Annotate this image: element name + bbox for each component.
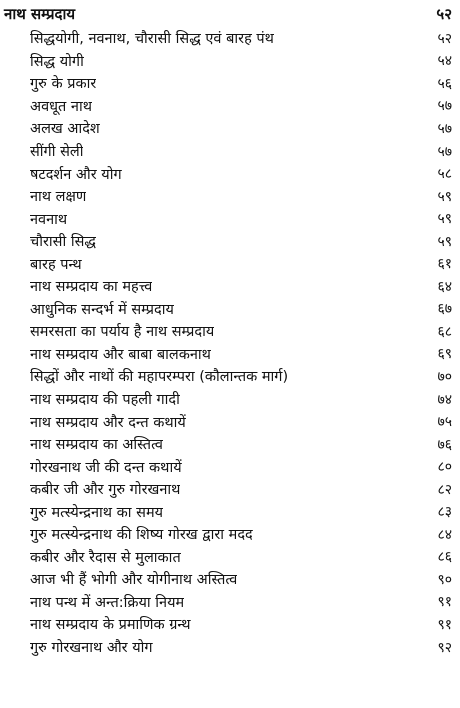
toc-entry-title: आधुनिक सन्दर्भ में सम्प्रदाय xyxy=(30,301,174,318)
toc-entry-page-number: ८२ xyxy=(437,481,452,498)
toc-entry-page-number: ५९ xyxy=(437,188,452,205)
toc-entry-title: अलख आदेश xyxy=(30,121,100,138)
toc-entry xyxy=(0,140,460,163)
toc-entry xyxy=(0,95,460,118)
toc-entry xyxy=(0,230,460,253)
toc-entry-title: सिद्धों और नाथों की महापरम्परा (कौलान्तक मार्ग) xyxy=(30,369,289,386)
toc-entry-title: कबीर जी और गुरु गोरखनाथ xyxy=(30,482,181,499)
toc-entry-page-number: ७० xyxy=(437,368,452,385)
toc-entry xyxy=(0,613,460,636)
toc-entry-page-number: ५९ xyxy=(437,233,452,250)
toc-entry-page-number: ६८ xyxy=(437,323,452,340)
toc-entry-page-number: ५६ xyxy=(437,75,452,92)
toc-entry-page-number: ६१ xyxy=(437,256,452,273)
toc-entry-page-number: ७५ xyxy=(437,414,452,431)
toc-entry-page-number: ९० xyxy=(437,571,452,588)
toc-entry-title: समरसता का पर्याय है नाथ सम्प्रदाय xyxy=(30,324,215,341)
toc-entry-page-number: ८४ xyxy=(437,526,452,543)
toc-entry-title: नवनाथ xyxy=(30,211,68,228)
toc-entry xyxy=(0,433,460,456)
toc-entry-title: नाथ सम्प्रदाय का महत्त्व xyxy=(30,279,153,296)
toc-entry xyxy=(0,207,460,230)
toc-entry xyxy=(0,523,460,546)
toc-entry-list xyxy=(0,27,460,658)
toc-entry-title: सिद्धयोगी, नवनाथ, चौरासी सिद्ध एवं बारह पंथ xyxy=(30,31,274,48)
toc-entry xyxy=(0,252,460,275)
toc-entry-title: गुरु मत्स्येन्द्रनाथ की शिष्य गोरख द्वारा मदद xyxy=(30,527,253,544)
chapter-page-number: ५२ xyxy=(436,5,452,23)
toc-entry xyxy=(0,275,460,298)
toc-entry-title: गुरु के प्रकार xyxy=(30,76,97,93)
toc-entry-page-number: ८६ xyxy=(437,549,452,566)
toc-entry-title: नाथ सम्प्रदाय और दन्त कथायें xyxy=(30,414,186,431)
toc-entry-page-number: ९१ xyxy=(437,616,452,633)
toc-entry-title: नाथ सम्प्रदाय का अस्तित्व xyxy=(30,437,163,454)
toc-entry-page-number: ५४ xyxy=(437,53,452,70)
toc-entry-title: गुरु मत्स्येन्द्रनाथ का समय xyxy=(30,504,164,521)
toc-entry xyxy=(0,591,460,614)
toc-entry-page-number: ९१ xyxy=(437,594,452,611)
toc-entry xyxy=(0,27,460,50)
toc-entry-page-number: ५७ xyxy=(437,143,452,160)
toc-entry xyxy=(0,636,460,659)
toc-entry xyxy=(0,343,460,366)
toc-entry-title: आज भी हैं भोगी और योगीनाथ अस्तित्व xyxy=(30,572,238,589)
toc-entry-page-number: ५८ xyxy=(437,166,452,183)
toc-entry-page-number: ९२ xyxy=(437,639,452,656)
toc-entry xyxy=(0,365,460,388)
toc-chapter-heading xyxy=(4,3,452,25)
chapter-title: नाथ सम्प्रदाय xyxy=(4,5,76,23)
toc-entry-page-number: ७४ xyxy=(437,391,452,408)
toc-entry xyxy=(0,185,460,208)
toc-entry-title: नाथ लक्षण xyxy=(30,189,87,206)
toc-entry xyxy=(0,546,460,569)
toc-entry-title: नाथ सम्प्रदाय के प्रमाणिक ग्रन्थ xyxy=(30,617,191,634)
toc-entry xyxy=(0,478,460,501)
toc-entry-page-number: ५९ xyxy=(437,211,452,228)
toc-entry xyxy=(0,388,460,411)
toc-entry-page-number: ६७ xyxy=(437,301,452,318)
toc-entry xyxy=(0,50,460,73)
toc-entry-title: अवधूत नाथ xyxy=(30,98,92,115)
toc-entry xyxy=(0,298,460,321)
toc-entry-page-number: ५७ xyxy=(437,98,452,115)
toc-entry xyxy=(0,72,460,95)
toc-entry-page-number: ८० xyxy=(437,459,452,476)
toc-entry xyxy=(0,568,460,591)
toc-entry xyxy=(0,455,460,478)
toc-entry-title: सींगी सेली xyxy=(30,144,84,160)
toc-entry-title: सिद्ध योगी xyxy=(30,53,84,70)
toc-entry-page-number: ५२ xyxy=(437,30,452,47)
toc-entry xyxy=(0,410,460,433)
toc-entry-page-number: ८३ xyxy=(437,504,452,521)
toc-entry-title: षटदर्शन और योग xyxy=(30,166,122,183)
toc-entry-title: नाथ पन्थ में अन्त:क्रिया नियम xyxy=(30,594,185,611)
toc-entry-page-number: ६९ xyxy=(437,346,452,363)
toc-entry xyxy=(0,162,460,185)
toc-entry xyxy=(0,320,460,343)
toc-entry xyxy=(0,117,460,140)
toc-entry-title: चौरासी सिद्ध xyxy=(30,234,96,251)
toc-entry-title: नाथ सम्प्रदाय और बाबा बालकनाथ xyxy=(30,346,211,363)
toc-entry xyxy=(0,500,460,523)
toc-entry-title: नाथ सम्प्रदाय की पहली गादी xyxy=(30,392,180,409)
toc-entry-page-number: ५७ xyxy=(437,120,452,137)
toc-entry-page-number: ७६ xyxy=(437,436,452,453)
toc-entry-title: कबीर और रैदास से मुलाकात xyxy=(30,549,181,566)
toc-entry-page-number: ६४ xyxy=(437,278,452,295)
toc-entry-title: बारह पन्थ xyxy=(30,256,82,273)
toc-entry-title: गोरखनाथ जी की दन्त कथायें xyxy=(30,459,182,476)
toc-entry-title: गुरु गोरखनाथ और योग xyxy=(30,640,153,657)
